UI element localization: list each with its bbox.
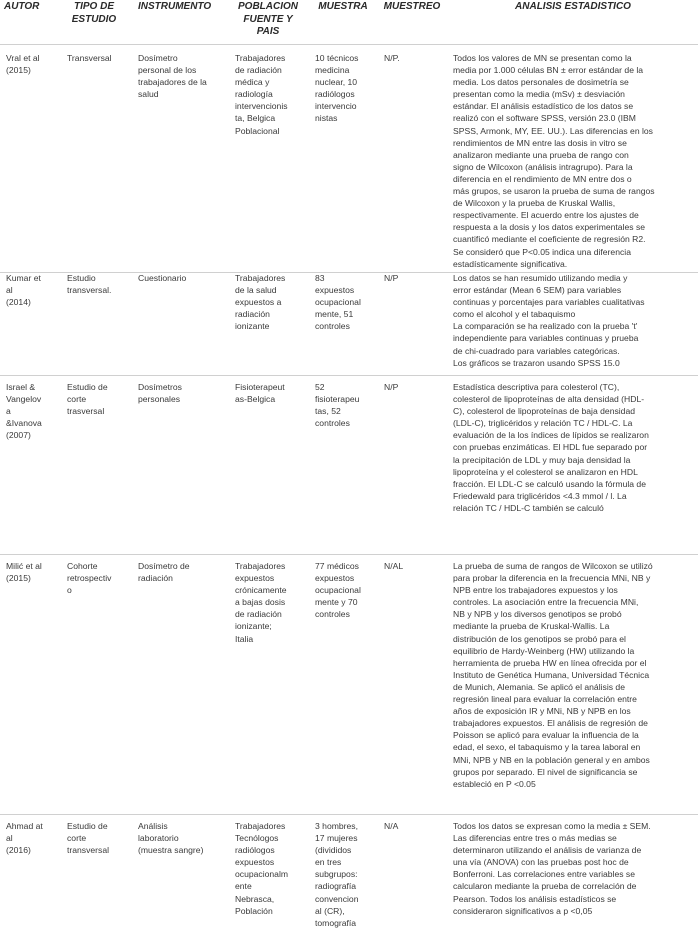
- divider: [0, 375, 698, 376]
- cell-poblacion: Fisioterapeut as-Belgica: [235, 382, 285, 405]
- cell-tipo: Estudio de corte trasversal: [67, 382, 108, 417]
- cell-autor: Vral et al (2015): [6, 53, 40, 76]
- cell-muestreo: N/AL: [384, 561, 404, 571]
- cell-tipo: Estudio de corte transversal: [67, 821, 110, 856]
- cell-muestreo: N/P.: [384, 53, 400, 63]
- cell-analisis: Todos los valores de MN se presentan como la media por 1.000 células BN ± error estándar de la media. Los datos personales de dosimetría se presentan como la media (mSv) ± desviación estándar. El análisis estadístico de los datos se realizó con el software SPSS, versión 23.0 (IBM SPSS, Armonk, MY, EE. UU.). Las diferencias en los rendimientos de MN entre las dosis in vitro se analizaron mediante una prueba de rango con signo de Wilcoxon (análisis intragrupo). Para la diferencia en el rendimiento de MN entre dos o más grupos, se usaron la prueba de suma de rangos de Wilcoxon y la prueba de Kruskal Wallis, respectivamente. El acuerdo entre los ajustes de respuesta a la dosis y los datos experimentales se cuantificó mediante el coeficiente de regresión R2. Se consideró que P<0.05 indica una diferencia estadísticamente significativa.: [453, 53, 655, 269]
- cell-analisis: Los datos se han resumido utilizando media y error estándar (Mean 6 SEM) para variables continuas y porcentajes para variables cualitativas como el alcohol y el tabaquismo La comparación se ha realizado con la prueba 't' independiente para variables continuas y prueba de chi-cuadrado para variables categóricas. Los gráficos se trazaron usando SPSS 15.0: [453, 273, 645, 368]
- cell-poblacion: Trabajadores de radiación médica y radiología intervencionis ta, Belgica Poblacional: [235, 53, 288, 136]
- cell-muestra: 52 fisioterapeu tas, 52 controles: [315, 382, 360, 429]
- cell-muestreo: N/P: [384, 382, 399, 392]
- cell-instrumento: Cuestionario: [138, 273, 187, 283]
- cell-poblacion: Trabajadores Tecnólogos radiólogos expuestos ocupacionalm ente Nebrasca, Población: [235, 821, 289, 916]
- cell-tipo: Cohorte retrospectiv o: [67, 561, 112, 596]
- cell-muestreo: N/P: [384, 273, 399, 283]
- divider: [0, 554, 698, 555]
- cell-muestra: 83 expuestos ocupacional mente, 51 controles: [315, 273, 361, 332]
- cell-tipo: Estudio transversal.: [67, 273, 112, 296]
- header-muestra: MUESTRA: [318, 1, 368, 12]
- cell-analisis: Todos los datos se expresan como la media ± SEM. Las diferencias entre tres o más medias se determinaron utilizando el análisis de varianza de una vía (ANOVA) con las pruebas post hoc de Bonferroni. Las correlaciones entre variables se calcularon mediante la prueba de correlación de Pearson. Todos los análisis estadísticos se consideraron significativos a p <0,05: [453, 821, 651, 916]
- divider: [0, 814, 698, 815]
- header-tipo-estudio: TIPO DE ESTUDIO: [71, 1, 117, 25]
- cell-muestra: 3 hombres, 17 mujeres (divididos en tres subgrupos: radiografía convencion al (CR), tomografía: [315, 821, 359, 928]
- cell-autor: Ahmad at al (2016): [6, 821, 43, 856]
- cell-poblacion: Trabajadores de la salud expuestos a radiación ionizante: [235, 273, 286, 332]
- header-autor: AUTOR: [4, 1, 40, 12]
- header-muestreo: MUESTREO: [383, 1, 441, 12]
- cell-instrumento: Dosímetro de radiación: [138, 561, 190, 584]
- cell-tipo: Transversal: [67, 53, 112, 63]
- divider: [0, 44, 698, 45]
- cell-muestreo: N/A: [384, 821, 399, 831]
- cell-muestra: 77 médicos expuestos ocupacional mente y 70 controles: [315, 561, 361, 620]
- cell-instrumento: Análisis laboratorio (muestra sangre): [138, 821, 204, 856]
- cell-autor: Kumar et al (2014): [6, 273, 41, 308]
- header-poblacion: POBLACION FUENTE Y PAIS: [238, 1, 298, 37]
- cell-autor: Israel & Vangelov a &Ivanova (2007): [6, 382, 42, 441]
- cell-poblacion: Trabajadores expuestos crónicamente a bajas dosis de radiación ionizante; Italia: [235, 561, 287, 644]
- cell-analisis: La prueba de suma de rangos de Wilcoxon se utilizó para probar la diferencia en la frecuencia MNi, NB y NPB entre los trabajadores expuestos y los controles. La asociación entre la frecuencia MNi, NB y NPB y los diversos genotipos se probó mediante la prueba de Kruskal-Wallis. La distribución de los genotipos se probó para el equilibrio de Hardy-Weinberg (HW) utilizando la herramienta de prueba HW en línea ofrecida por el Instituto de Genética Humana, Universidad Técnica de Munich, Alemania. Se aplicó el análisis de regresión lineal para evaluar la correlación entre años de exposición IR y MNi, NB y NPB en los trabajadores expuestos. El análisis de regresión de Poisson se aplicó para evaluar la influencia de la edad, el sexo, el tabaquismo y la tarea laboral en MNi, NPB y NB en la población general y en ambos grupos por separado. El nivel de significancia se estableció en P <0.05: [453, 561, 653, 789]
- cell-instrumento: Dosímetro personal de los trabajadores de la salud: [138, 53, 207, 100]
- cell-autor: Milić et al (2015): [6, 561, 42, 584]
- header-instrumento: INSTRUMENTO: [138, 1, 212, 12]
- cell-analisis: Estadística descriptiva para colesterol (TC), colesterol de lipoproteínas de alta densidad (HDL- C), colesterol de lipoproteínas de baja densidad (LDL-C), triglicéridos y relación TC / HDL-C. La evaluación de la los índices de lípidos se realizaron con pruebas enzimáticas. El HDL fue separado por la precipitación de LDL y muy baja densidad la lipoproteína y el colesterol se analizaron en HDL fracción. El LDL-C se calculó usando la fórmula de Friedewald para triglicéridos <4.3 mmol / l. La relación TC / HDL-C también se calculó: [453, 382, 649, 513]
- cell-muestra: 10 técnicos medicina nuclear, 10 radiólogos intervencio nistas: [315, 53, 359, 124]
- header-analisis: ANALISIS ESTADISTICO: [515, 1, 631, 12]
- cell-instrumento: Dosímetros personales: [138, 382, 182, 405]
